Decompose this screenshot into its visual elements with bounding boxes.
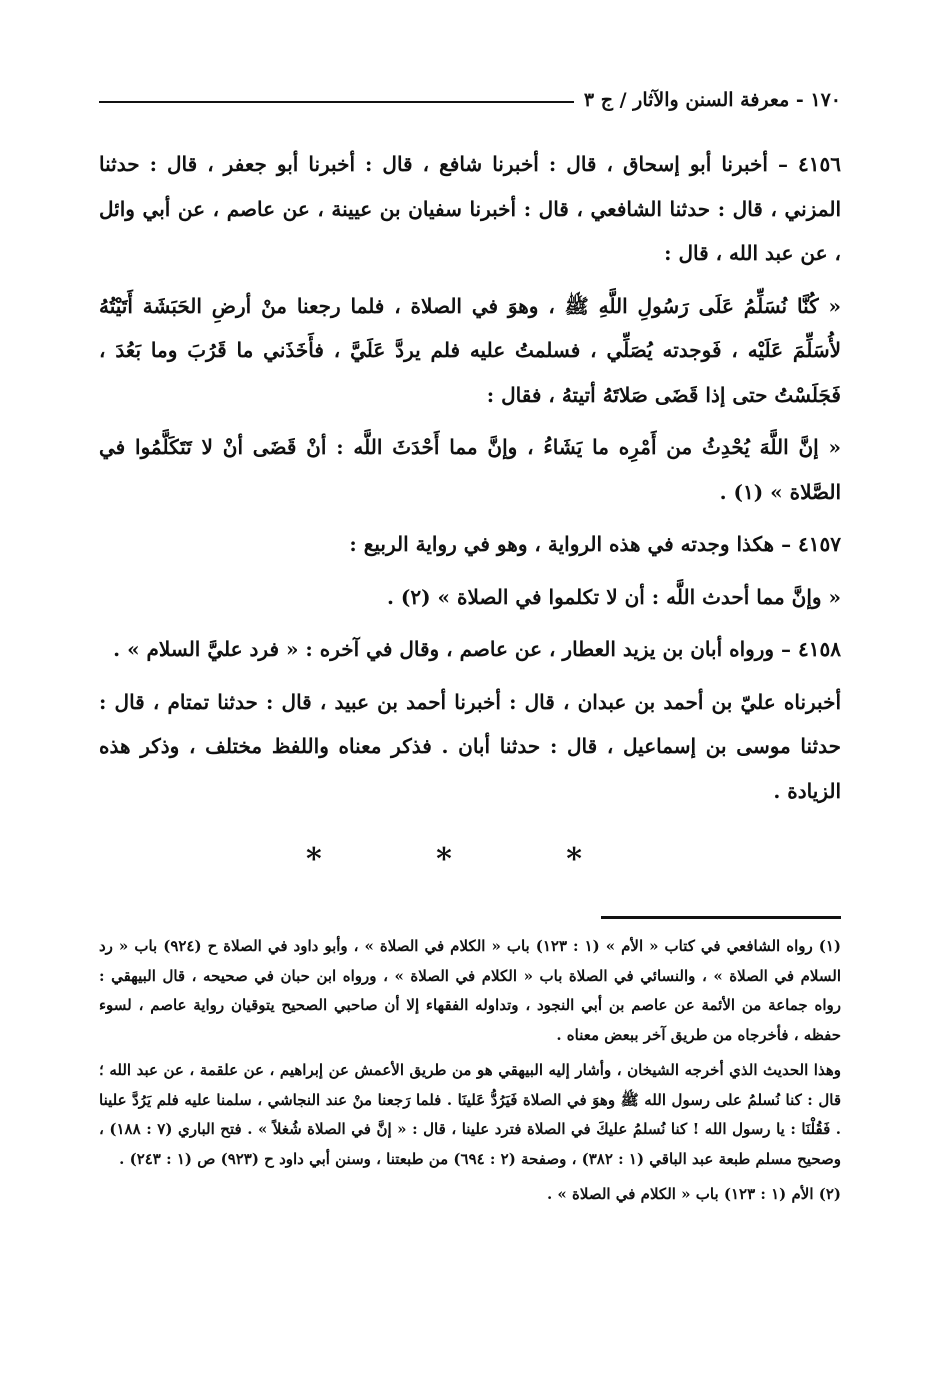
- footnote-1: (١) رواه الشافعي في كتاب « الأم » (١ : ١٢٣) باب « الكلام في الصلاة » ، وأبو داود في الصلاة ح (٩٢٤) باب « رد السلام في الصلاة » ، والنسائي في الصلاة باب « الكلام في الصلاة » ، ورواه ابن حبان في صحيحه ، قال البيهقي : رواه جماعة من الأئمة عن عاصم بن أبي النجود ، وتداوله الفقهاء إلا أن صاحبي الصحيح يتوقيان رواية عاصم ، لسوء حفظه ، فأخرجاه من طريق آخر ببعض معناه .: [99, 937, 842, 1044]
- hadith-4157-quote: « وإنَّ مما أحدث اللَّه : أن لا تكلموا في الصلاة » (٢) .: [386, 584, 841, 609]
- hadith-4156-prophet-saying: « إنَّ اللَّهَ يُحْدِثُ من أَمْرِه ما يَشَاءُ ، وإنَّ مما أَحْدَثَ اللَّه : أنْ قَضَى أنْ لا تَتَكَلَّمُوا في الصَّلاة » (١) .: [99, 435, 841, 504]
- hadith-4158-isnad: أخبرناه عليّ بن أحمد بن عبدان ، قال : أخبرنا أحمد بن عبيد ، قال : حدثنا تمتام ، قال : حدثنا موسى بن إسماعيل ، قال : حدثنا أبان . فذكر معناه واللفظ مختلف ، وذكر هذه الزيادة .: [99, 689, 841, 803]
- hadith-4156-isnad: ٤١٥٦ – أخبرنا أبو إسحاق ، قال : أخبرنا شافع ، قال : أخبرنا أبو جعفر ، قال : حدثنا المزني ، قال : حدثنا الشافعي ، قال : أخبرنا سفيان بن عيينة ، عن عاصم ، عن أبي وائل ، عن عبد الله ، قال :: [99, 152, 841, 265]
- footnote-rule: [601, 916, 841, 919]
- hadith-4157: ٤١٥٧ – هكذا وجدته في هذه الرواية ، وهو في رواية الربيع :: [349, 532, 841, 556]
- footnote-1-continued: وهذا الحديث الذي أخرجه الشيخان ، وأشار إليه البيهقي هو من طريق الأعمش عن إبراهيم ، عن علقمة ، عن عبد الله ؛ قال : كنا نُسلمُ على رسول الله ﷺ وهوَ في الصلاة فَيَرُدُّ عَلينَا . فلما رَجعنا منْ عند النجاشي ، سلمنا عليه فلم يَرُدَّ علينا . فَقُلْنَا : يا رسول الله ! كنا نُسلمُ عليكَ في الصلاة فترد علينا ، قال : « إنَّ في الصلاة شُغلاً » . فتح الباري (٧ : ١٨٨) ، وصحيح مسلم طبعة عبد الباقي (١ : ٣٨٢) ، وصفحة (٢ : ٦٩٤) من طبعتنا ، وسنن أبي داود ح (٩٢٣) ص (١ : ٢٤٣) .: [99, 1061, 841, 1168]
- hadith-4156-matn: « كُنَّا نُسَلِّمُ عَلَى رَسُولِ اللَّهِ ﷺ ، وهوَ في الصلاة ، فلما رجعنا منْ أرضِ الحَبَشَة أَتَيْتُهُ لأُسَلِّمَ عَلَيْه ، فَوجدته يُصَلِّي ، فسلمتُ عليه فلم يردَّ عَلَيَّ ، فأَخَذَني ما قَرُبَ وما بَعُدَ ، فَجَلَسْتُ حتى إذا قَضَى صَلاتَهُ أتيتهُ ، فقال :: [99, 293, 841, 407]
- main-text: [99, 142, 841, 821]
- hadith-4158: ٤١٥٨ – ورواه أبان بن يزيد العطار ، عن عاصم ، وقال في آخره : « فرد عليَّ السلام » .: [113, 637, 841, 661]
- footnote-2: (٢) الأم (١ : ١٢٣) باب « الكلام في الصلاة » .: [546, 1185, 841, 1203]
- running-head: [99, 84, 841, 116]
- footnotes: [99, 932, 841, 1216]
- page-number-and-title: ١٧٠ - معرفة السنن والآثار / ج ٣: [583, 89, 841, 111]
- section-separator: * * *: [306, 842, 634, 877]
- header-rule: [99, 101, 574, 103]
